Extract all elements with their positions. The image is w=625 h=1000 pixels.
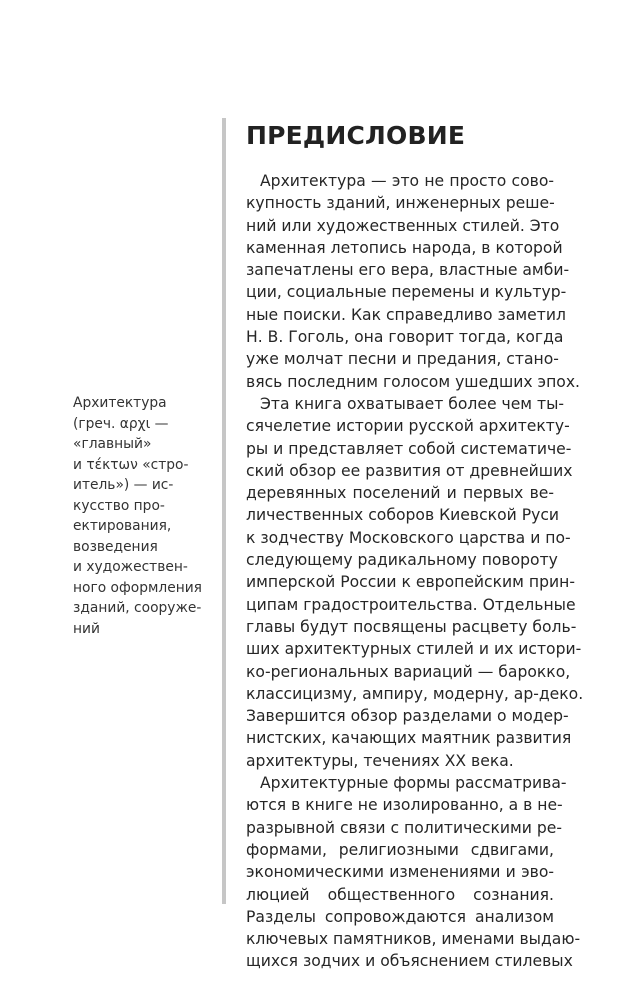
paragraph-1-line: ции, социальные перемены и культур- [246, 283, 567, 302]
margin-note-line: итель») — ис- [73, 477, 174, 493]
margin-note-line: и τέκτων «стро- [73, 456, 189, 473]
paragraph-3-line: ключевых памятников, именами выдаю- [246, 930, 581, 949]
paragraph-1-line: уже молчат песни и предания, стано- [246, 350, 559, 369]
paragraph-3-line: разрывной связи с политическими ре- [246, 818, 562, 837]
paragraph-2-line: личественных соборов Киевской Руси [246, 506, 560, 525]
page-title: ПРЕДИСЛОВИЕ [246, 121, 466, 150]
paragraph-1-line: Архитектура — это не просто сово- [260, 172, 554, 190]
margin-note-line: кусство про- [73, 497, 165, 514]
margin-note-line: зданий, сооруже- [73, 600, 202, 616]
margin-note-line: ний [73, 620, 100, 637]
paragraph-2-line: архитектуры, течениях XX века. [246, 751, 514, 770]
paragraph-1-line: купность зданий, инженерных реше- [246, 194, 555, 213]
margin-note-line: ного оформления [73, 579, 202, 596]
paragraph-2-line: ры и представляет собой систематиче- [246, 439, 572, 458]
paragraph-2-line: сячелетие истории русской архитекту- [246, 417, 570, 436]
margin-note-line: (греч. αρχι — [73, 415, 169, 432]
paragraph-2-line: имперской России к европейским прин- [246, 573, 575, 592]
paragraph-1-line: каменная летопись народа, в которой [246, 238, 563, 257]
margin-note-line: и художествен- [73, 559, 188, 575]
paragraph-1-line: ний или художественных стилей. Это [246, 216, 560, 235]
margin-divider-rule [222, 118, 226, 904]
paragraph-2-line: главы будут посвящены расцвету боль- [246, 617, 577, 636]
paragraph-3-line: люцией общественного сознания. [246, 885, 554, 904]
paragraph-3-line: формами, религиозными сдвигами, [246, 840, 554, 859]
paragraph-2-line: Завершится обзор разделами о модер- [246, 707, 569, 726]
paragraph-2-line: следующему радикальному повороту [246, 551, 558, 570]
paragraph-3-line: экономическими изменениями и эво- [246, 863, 554, 882]
paragraph-1-line: ные поиски. Как справедливо заметил [246, 305, 566, 324]
paragraph-1-line: Н. В. Гоголь, она говорит тогда, когда [246, 328, 564, 347]
margin-note-line: ектирования, [73, 518, 172, 534]
paragraph-3-line: щихся зодчих и объяснением стилевых [246, 952, 573, 971]
margin-note [73, 393, 210, 639]
paragraph-2-line: ших архитектурных стилей и их истори- [246, 640, 582, 659]
paragraph-3-line: Архитектурные формы рассматрива- [260, 774, 567, 793]
main-text-column [246, 118, 584, 973]
paragraph-1-line: вясь последним голосом ушедших эпох. [246, 372, 581, 391]
paragraph-2-line: ципам градостроительства. Отдельные [246, 595, 576, 614]
paragraph-3-line: ются в книге не изолированно, а в не- [246, 796, 563, 815]
body-text [246, 170, 584, 973]
margin-note-line: «главный» [73, 436, 152, 452]
paragraph-2-line: ский обзор ее развития от древнейших [246, 461, 573, 480]
paragraph-1-line: запечатлены его вера, властные амби- [246, 261, 570, 280]
paragraph-2-line: Эта книга охватывает более чем ты- [260, 394, 565, 413]
paragraph-2-line: деревянных поселений и первых ве- [246, 484, 554, 503]
paragraph-3-line: Разделы сопровождаются анализом [246, 907, 554, 926]
paragraph-2-line: ко-региональных вариаций — барокко, [246, 662, 571, 681]
paragraph-2-line: к зодчеству Московского царства и по- [246, 528, 571, 547]
margin-note-line: возведения [73, 538, 158, 555]
margin-note-line: Архитектура [73, 395, 167, 411]
paragraph-2-line: нистских, качающих маятник развития [246, 729, 572, 748]
paragraph-2-line: классицизму, ампиру, модерну, ар-деко. [246, 684, 584, 703]
